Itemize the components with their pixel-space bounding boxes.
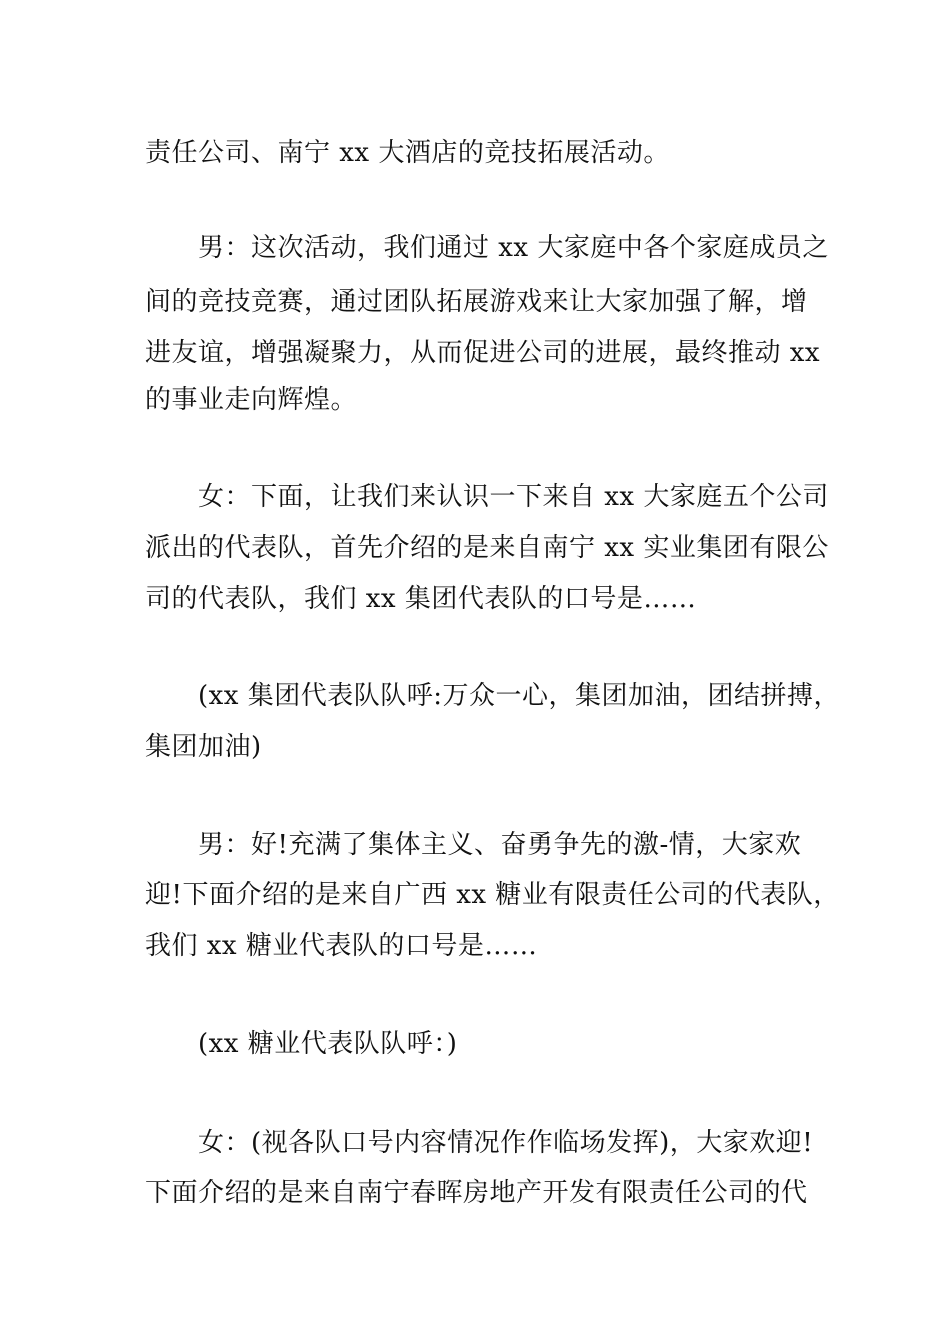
text-line: 男：这次活动，我们通过 xx 大家庭中各个家庭成员之	[198, 233, 829, 263]
text-line: (xx 糖业代表队队呼：)	[198, 1029, 458, 1059]
text-line: 责任公司、南宁 xx 大酒店的竞技拓展活动。	[145, 138, 670, 168]
text-line: 进友谊，增强凝聚力，从而促进公司的进展，最终推动 xx	[145, 338, 821, 368]
text-line: 迎!下面介绍的是来自广西 xx 糖业有限责任公司的代表队，	[145, 880, 840, 910]
text-line: 女：下面，让我们来认识一下来自 xx 大家庭五个公司	[198, 482, 829, 512]
text-line: 司的代表队，我们 xx 集团代表队的口号是……	[145, 584, 697, 614]
text-line: 女：(视各队口号内容情况作作临场发挥)，大家欢迎!	[198, 1128, 814, 1158]
text-line: (xx 集团代表队队呼:万众一心，集团加油，团结拼搏，	[198, 681, 840, 711]
text-line: 集团加油)	[145, 732, 262, 762]
text-line: 的事业走向辉煌。	[145, 385, 358, 415]
text-line: 间的竞技竞赛，通过团队拓展游戏来让大家加强了解，增	[145, 287, 808, 317]
text-line: 下面介绍的是来自南宁春晖房地产开发有限责任公司的代	[145, 1178, 808, 1208]
text-line: 派出的代表队，首先介绍的是来自南宁 xx 实业集团有限公	[145, 533, 829, 563]
text-line: 我们 xx 糖业代表队的口号是……	[145, 931, 538, 961]
text-line: 男：好!充满了集体主义、奋勇争先的激-情，大家欢	[198, 830, 802, 860]
